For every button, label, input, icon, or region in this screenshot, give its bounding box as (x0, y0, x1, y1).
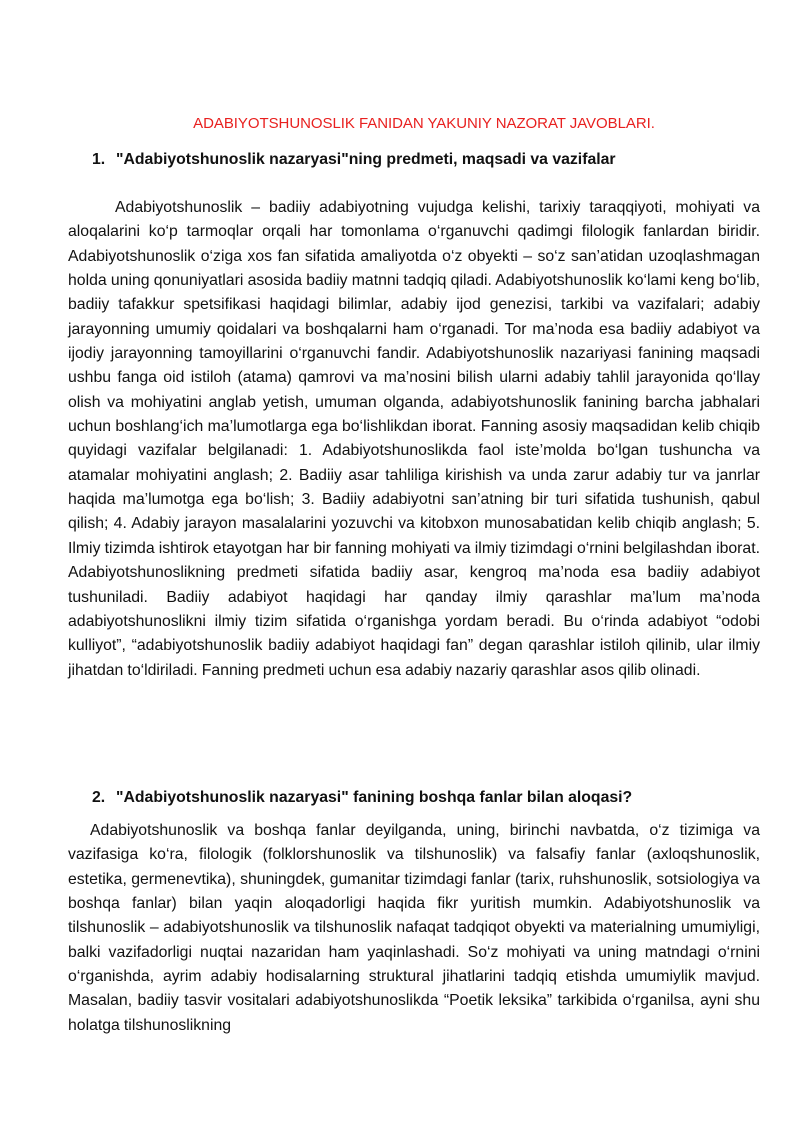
section-heading-text-2: "Adabiyotshunoslik nazaryasi" fanining boshqa fanlar bilan aloqasi? (116, 789, 633, 806)
section-body-1: Adabiyotshunoslik – badiiy adabiyotning vujudga kelishi, tarixiy taraqqiyoti, mohiyati va aloqalarini ko‘p tarmoqlar orqali har tomonlama o‘rganuvchi qadimgi filologik fanlardan biridir. Adabiyotshunoslik o‘ziga xos fan sifatida amaliyotda o‘z obyekti – so‘z san’atidan uzoqlashmagan holda uning qonuniyatlari asosida badiiy matnni tadqiq qiladi. Adabiyotshunoslik ko‘lami keng bo‘lib, badiiy tafakkur spetsifikasi haqidagi bilimlar, adabiy ijod genezisi, tarkibi va vazifalari; adabiy jarayonning umumiy qoidalari va boshqalarni ham o‘rganadi. Tor ma’noda esa badiiy adabiyot va ijodiy jarayonning tamoyillarini o‘rganuvchi fandir. Adabiyotshunoslik nazariyasi fanining maqsadi ushbu fanga oid istiloh (atama) qamrovi va ma’nosini bilish ularni adabiy tahlil jarayonida qo‘llay olish va mohiyatini anglab yetish, umuman olganda, adabiyotshunoslik fanining barcha jabhalari uchun boshlang‘ich ma’lumotlarga ega bo‘lishlikdan iborat. Fanning asosiy maqsadidan kelib chiqib quyidagi vazifalar belgilanadi: 1. Adabiyotshunoslikda faol iste’molda bo‘lgan tushuncha va atamalar mohiyatini anglash; 2. Badiiy asar tahliliga kirishish va unda zarur adabiy tur va janrlar haqida ma’lumotga ega bo‘lish; 3. Badiiy adabiyotni san’atning bir turi sifatida tushunish, qabul qilish; 4. Adabiy jarayon masalalarini yozuvchi va kitobxon munosabatidan kelib chiqib anglash; 5. Ilmiy tizimda ishtirok etayotgan har bir fanning mohiyati va ilmiy tizimdagi o‘rnini belgilashdan iborat. Adabiyotshunoslikning predmeti sifatida badiiy asar, kengroq ma’noda esa badiiy adabiyot tushuniladi. Badiiy adabiyot haqidagi har qanday ilmiy qarashlar ma’lum ma’noda adabiyotshunoslikni ilmiy tizim sifatida o‘rganishga yordam beradi. Bu o‘rinda adabiyot “odobi kulliyot”, “adabiyotshunoslik badiiy adabiyot haqidagi fan” degan qarashlar istiloh qilinib, ular ilmiy jihatdan to‘ldiriladi. Fanning predmeti uchun esa adabiy nazariy qarashlar asos qilib olinadi. (68, 199, 760, 679)
section-number-2: 2. (92, 789, 106, 806)
section-heading-2 (92, 787, 780, 809)
section-number-1: 1. (92, 151, 106, 168)
document-title: ADABIYOTSHUNOSLIK FANIDAN YAKUNIY NAZORAT JAVOBLARI. (193, 115, 655, 132)
section-heading-text-1: "Adabiyotshunoslik nazaryasi"ning predmeti, maqsadi va vazifalar (116, 151, 616, 168)
section-heading-1 (92, 149, 780, 171)
section-body-2: Adabiyotshunoslik va boshqa fanlar deyilganda, uning, birinchi navbatda, o‘z tizimiga va vazifasiga ko‘ra, filologik (folklorshunoslik va tilshunoslik) va falsafiy fanlar (axloqshunoslik, estetika, germenevtika), shuningdek, gumanitar tizimdagi fanlar (tarix, ruhshunoslik, sotsiologiya va boshqa fanlar) bilan yaqin aloqadorligi haqida fikr yuritish mumkin. Adabiyotshunoslik va tilshunoslik – adabiyotshunoslik va tilshunoslik nafaqat tadqiqot obyekti va materialning umumiyligi, balki vazifadorligi nuqtai nazaridan ham yaqinlashadi. So‘z mohiyati va uning matndagi o‘rnini o‘rganishda, ayrim adabiy hodisalarning struktural jihatlarini tadqiq etishda umumiylik mavjud. Masalan, badiiy tasvir vositalari adabiyotshunoslikda “Poetik leksika” tarkibida o‘rganilsa, ayni shu holatga tilshunoslikning (68, 822, 760, 1034)
